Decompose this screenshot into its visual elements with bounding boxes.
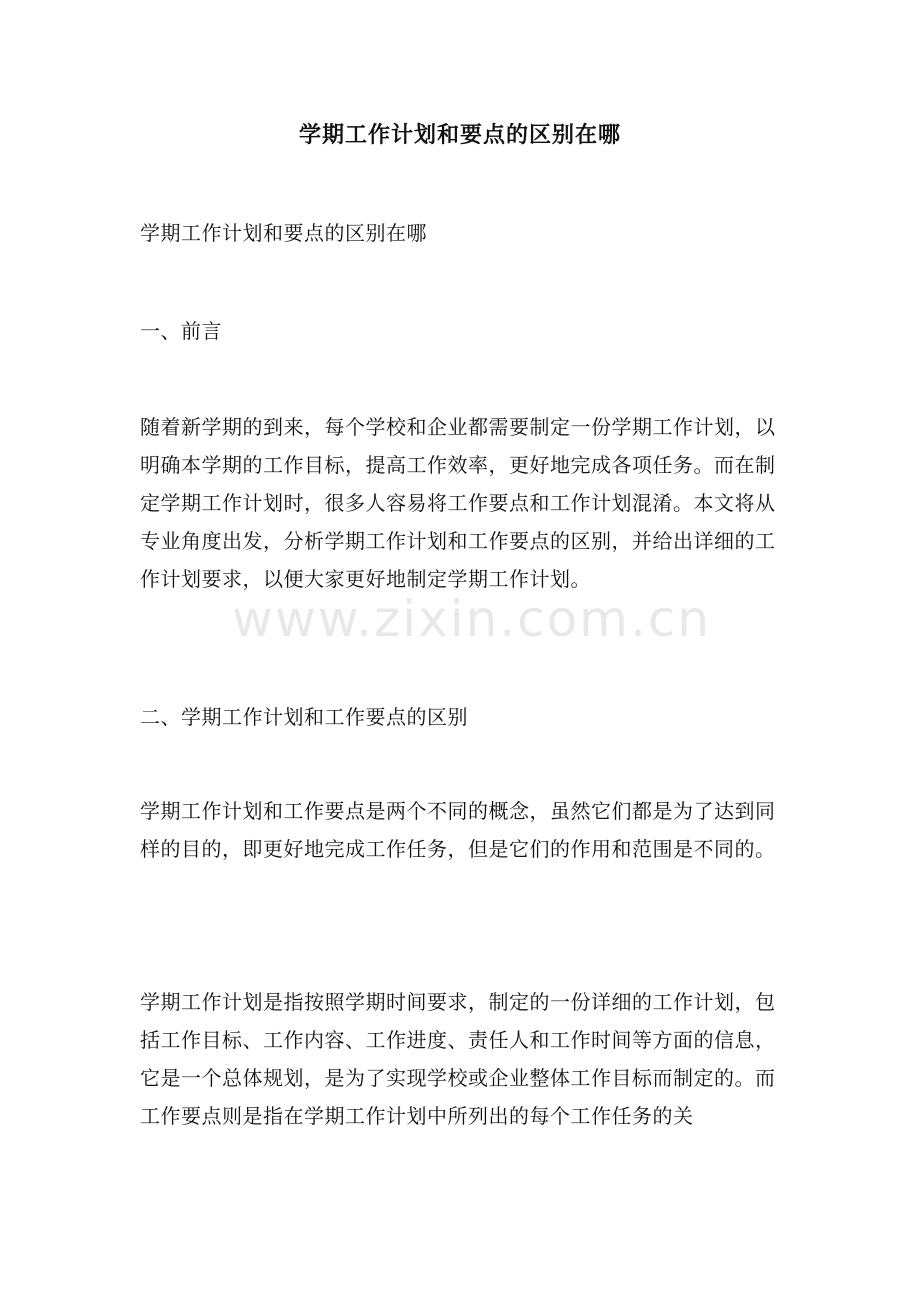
difference-paragraph-1: 学期工作计划和工作要点是两个不同的概念，虽然它们都是为了达到同样的目的，即更好地完成工作任务，但是它们的作用和范围是不同的。 [140,799,776,861]
preface-paragraph: 随着新学期的到来，每个学校和企业都需要制定一份学期工作计划，以明确本学期的工作目标，提高工作效率，更好地完成各项任务。而在制定学期工作计划时，很多人容易将工作要点和工作计划混淆。本文将从专业角度出发，分析学期工作计划和工作要点的区别，并给出详细的工作计划要求，以便大家更好地制定学期工作计划。 [140,415,776,591]
difference-paragraph-2: 学期工作计划是指按照学期时间要求，制定的一份详细的工作计划，包括工作目标、工作内容、工作进度、责任人和工作时间等方面的信息，它是一个总体规划，是为了实现学校或企业整体工作目标而制定的。而工作要点则是指在学期工作计划中所列出的每个工作任务的关 [140,990,776,1128]
document-title: 学期工作计划和要点的区别在哪 [298,122,621,148]
section-heading-difference: 二、学期工作计划和工作要点的区别 [140,705,468,729]
document-subtitle: 学期工作计划和要点的区别在哪 [140,221,427,245]
section-heading-preface: 一、前言 [140,319,222,343]
watermark: www.zixin.com.cn [232,590,712,648]
